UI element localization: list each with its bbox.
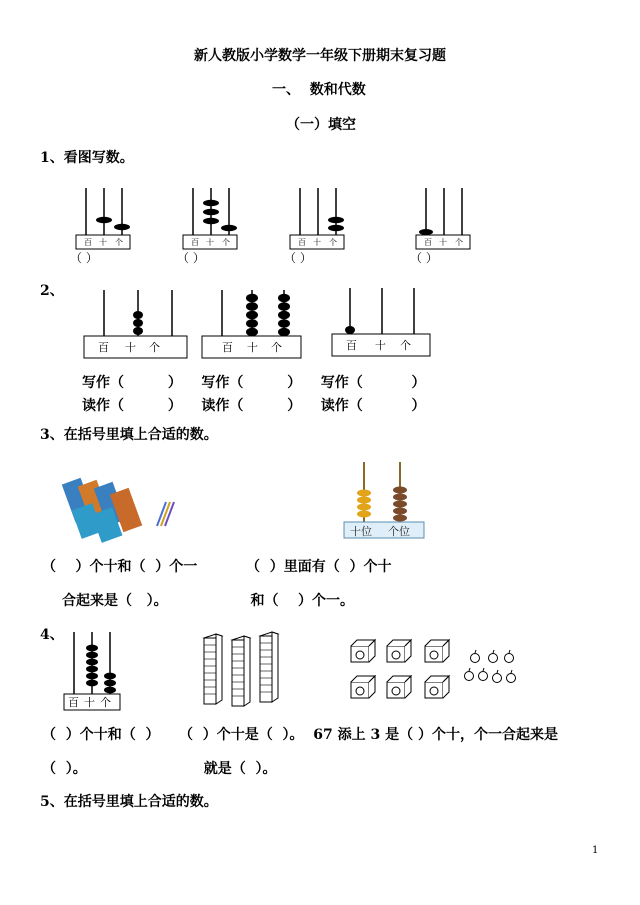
svg-text:百: 百 (346, 339, 357, 352)
svg-text:十: 十 (125, 341, 136, 354)
svg-text:十: 十 (99, 238, 107, 247)
svg-text:十: 十 (247, 341, 258, 354)
question-1-label: 1、看图写数。 (40, 150, 134, 166)
q4-line-1: （ ）个十和（ ） （ ）个十是（ ）。 67 添上 3 是（ ）个十，个一合起来是 (42, 727, 558, 743)
svg-text:十: 十 (439, 238, 447, 247)
question-5-label: 5、在括号里填上合适的数。 (40, 794, 218, 810)
svg-text:百: 百 (84, 238, 92, 247)
subsection-heading: （一）填空 (286, 117, 356, 133)
q1-abacus-2 (177, 188, 237, 265)
q2-abacus-3 (332, 288, 430, 356)
q1-abacus-4 (410, 188, 470, 265)
svg-text:个: 个 (400, 339, 411, 352)
svg-text:个位: 个位 (388, 525, 410, 538)
apple-boxes-image (345, 636, 520, 716)
bundled-sticks-image (62, 476, 184, 542)
page-number: 1 (592, 845, 599, 856)
svg-text:（ ）: （ ） (70, 251, 98, 265)
svg-text:个: 个 (329, 238, 337, 247)
q4-line-2: （ ）。 就是（ ）。 (42, 761, 277, 777)
svg-text:十: 十 (375, 339, 386, 352)
stacked-cubes-image (200, 630, 286, 710)
svg-text:十: 十 (206, 238, 214, 247)
q1-abacus-figures (60, 180, 490, 270)
svg-text:个: 个 (149, 341, 160, 354)
question-3-label: 3、在括号里填上合适的数。 (40, 427, 218, 443)
svg-text:（ ）: （ ） (410, 251, 438, 265)
svg-text:百: 百 (424, 238, 432, 247)
q3-line-1: （ ）个十和（ ）个一 （ ）里面有（ ）个十 (42, 559, 392, 575)
svg-text:个: 个 (455, 238, 463, 247)
page-title: 新人教版小学数学一年级下册期末复习题 (194, 48, 446, 64)
svg-text:百: 百 (298, 238, 306, 247)
q3-line-2: 合起来是（ ）。 和（ ）个一。 (62, 593, 354, 609)
svg-text:百: 百 (222, 341, 233, 354)
svg-text:百: 百 (98, 341, 109, 354)
q2-abacus-figures (84, 285, 444, 365)
q2-abacus-1 (84, 290, 187, 358)
q1-abacus-3 (284, 188, 344, 265)
question-2-label: 2、 (40, 283, 64, 299)
q2-write-row: 写作（ ） 写作（ ） 写作（ ） (82, 375, 426, 391)
svg-text:十: 十 (313, 238, 321, 247)
question-4-label: 4、 (40, 627, 64, 643)
q2-read-row: 读作（ ） 读作（ ） 读作（ ） (82, 398, 426, 414)
svg-text:（ ）: （ ） (177, 251, 205, 265)
svg-text:个: 个 (222, 238, 230, 247)
svg-text:百: 百 (68, 696, 79, 709)
svg-text:个: 个 (115, 238, 123, 247)
q1-abacus-1 (70, 188, 130, 265)
svg-text:（ ）: （ ） (284, 251, 312, 265)
svg-text:十: 十 (84, 696, 95, 709)
q3-abacus-figure (340, 460, 430, 540)
section-heading: 一、 数和代数 (272, 82, 366, 98)
svg-text:个: 个 (100, 696, 111, 709)
q2-abacus-2 (202, 290, 301, 358)
q4-abacus-figure (62, 630, 124, 716)
svg-text:个: 个 (271, 341, 282, 354)
svg-text:十位: 十位 (350, 525, 372, 538)
svg-text:百: 百 (191, 238, 199, 247)
